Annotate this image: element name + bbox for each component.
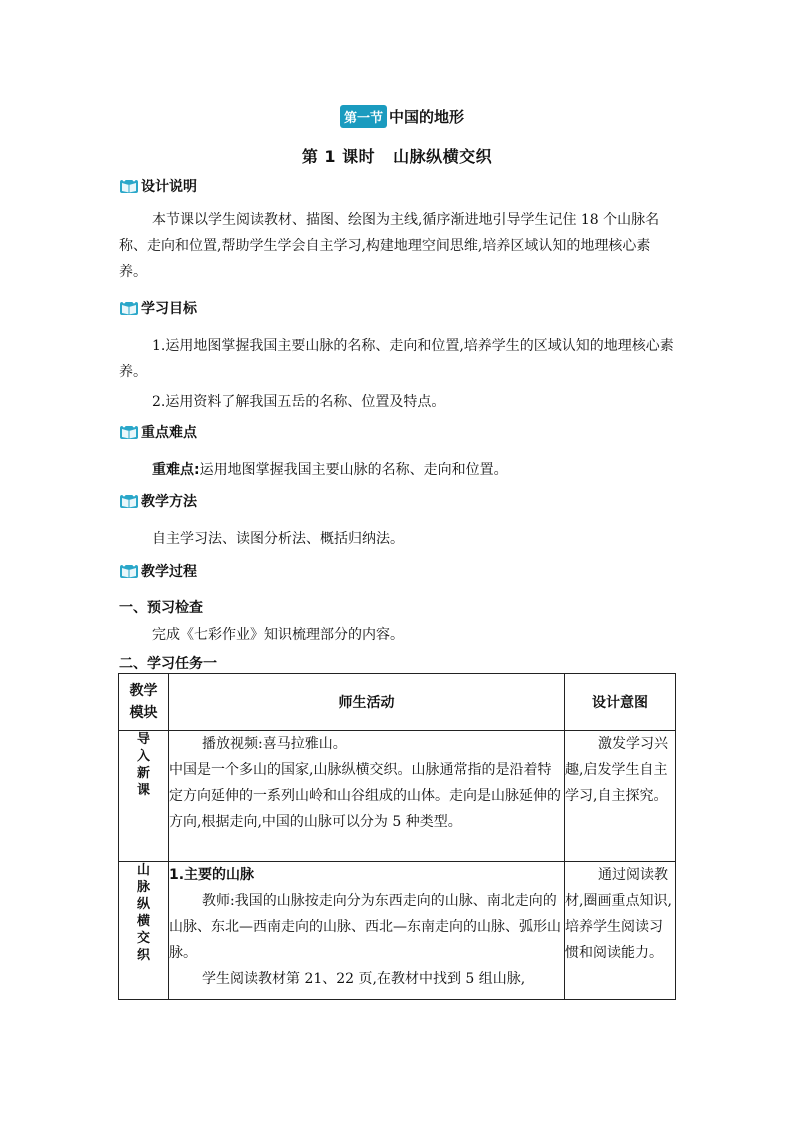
activity-line: 中国是一个多山的国家,山脉纵横交织。山脉通常指的是沿着特定方向延伸的一系列山岭和山谷组成的山体。走向是山脉延伸的方向,根据走向,中国的山脉可以分为 5 种类型。 [169,762,561,830]
activity-subheading [169,862,564,888]
book-icon [119,492,139,510]
lesson-title [0,144,794,167]
table-row [119,731,676,862]
section-label: 设计说明 [141,179,197,195]
section-label: 教学过程 [141,564,197,580]
lesson-number: 第 1 课时 [301,147,376,166]
intent-cell: 通过阅读教材,圈画重点知识,培养学生阅读习惯和阅读能力。 [565,862,676,1000]
header-intent: 设计意图 [565,674,676,731]
section-label: 学习目标 [141,301,197,317]
step2-heading: 二、学习任务一 [119,656,217,672]
lesson-plan-table [118,673,676,1000]
section-heading-design [119,175,197,197]
key-text: 运用地图掌握我国主要山脉的名称、走向和位置。 [199,462,508,478]
book-icon [119,562,139,580]
chapter-title-text: 中国的地形 [389,107,465,126]
key-points [119,457,675,483]
step1-text: 完成《七彩作业》知识梳理部分的内容。 [152,627,404,643]
module-cell [119,862,169,1000]
goal-item-2: 2.运用资料了解我国五岳的名称、位置及特点。 [152,394,446,410]
methods-text: 自主学习法、读图分析法、概括归纳法。 [152,531,404,547]
section-label: 重点难点 [141,425,197,441]
module-cell [119,731,169,862]
header-activity: 师生活动 [169,674,565,731]
activity-line: 教师:我国的山脉按走向分为东西走向的山脉、南北走向的山脉、东北—西南走向的山脉、西北—东南走向的山脉、弧形山脉。 [169,893,561,961]
book-icon [119,423,139,441]
section-badge: 第一节 [340,105,387,128]
step1-heading: 一、预习检查 [119,600,203,616]
activity-cell [169,862,565,1000]
header-module-text: 教学模块 [129,683,158,721]
table-header-row [119,674,676,731]
section-label: 教学方法 [141,494,197,510]
table-row [119,862,676,1000]
section-heading-process [119,560,197,582]
key-prefix: 重难点: [152,462,200,478]
activity-line: 学生阅读教材第 21、22 页,在教材中找到 5 组山脉, [202,971,526,987]
book-icon [119,299,139,317]
module-label: 导入新课 [136,732,150,798]
activity-subheading-text: 1.主要的山脉 [169,867,255,883]
section-heading-goals [119,297,197,319]
header-module [119,674,169,731]
intent-cell: 激发学习兴趣,启发学生自主学习,自主探究。 [565,731,676,862]
lesson-name: 山脉纵横交织 [393,147,493,166]
activity-cell [169,731,565,862]
activity-line: 播放视频:喜马拉雅山。 [202,736,347,752]
chapter-title [340,104,464,128]
module-label: 山脉纵横交织 [136,863,150,963]
design-text: 本节课以学生阅读教材、描图、绘图为主线,循序渐进地引导学生记住 18 个山脉名称、走向和位置,帮助学生学会自主学习,构建地理空间思维,培养区域认知的地理核心素养。 [119,212,660,280]
section-heading-methods [119,490,197,512]
book-icon [119,177,139,195]
section-heading-key [119,421,197,443]
goal-item-1: 1.运用地图掌握我国主要山脉的名称、走向和位置,培养学生的区域认知的地理核心素养。 [119,338,674,380]
